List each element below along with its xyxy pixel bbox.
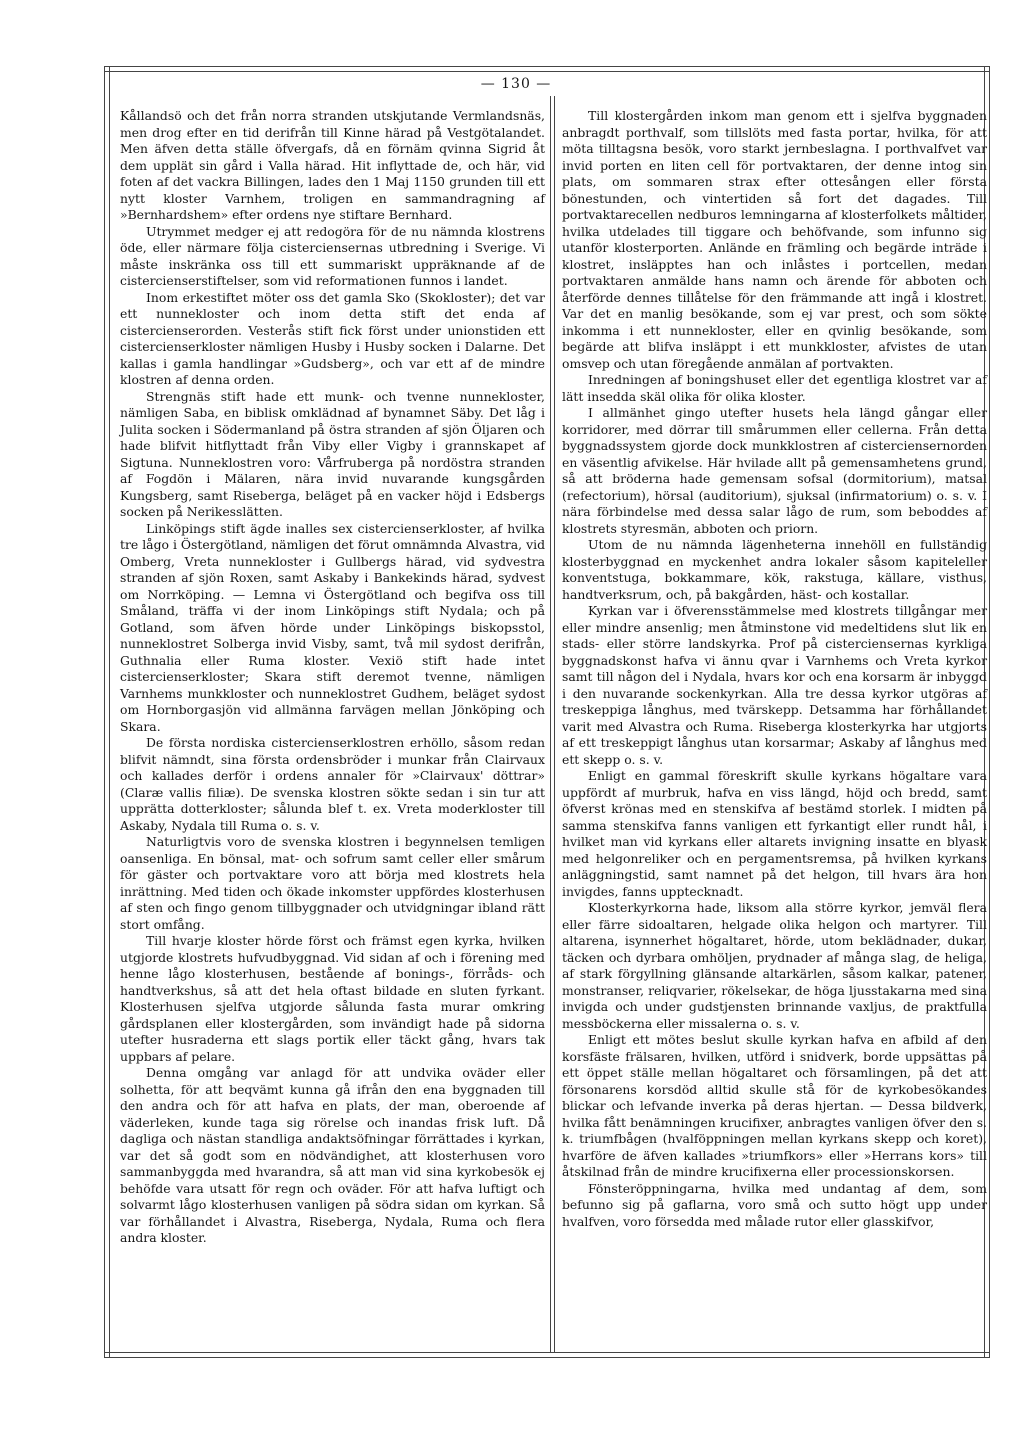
- paragraph: Inredningen af boningshuset eller det egentliga klostret var af lätt insedda skäl olika för olika kloster.: [562, 372, 987, 404]
- left-column: [120, 108, 545, 1247]
- paragraph: Denna omgång var anlagd för att undvika oväder eller solhetta, för att beqvämt kunna gå ifrån den ena byggnaden till den andra och för att hafva en plats, der man, oberoende af väderleken, kunde taga sig rörelse och inandas frisk luft. Då dagliga och nästan standliga andaktsöfningar förrättades i kyrkan, var det så godt som en nödvändighet, att klosterhusen voro sammanbyggda med hvarandra, så att man vid sina kyrkobesök ej behöfde vara utsatt för regn och oväder. För att hafva luftigt och solvarmt lågo klosterhusen vanligen på södra sidan om kyrkan. Så var förhållandet i Alvastra, Riseberga, Nydala, Ruma och flera andra kloster.: [120, 1065, 545, 1245]
- paragraph: De första nordiska cistercienserklostren erhöllo, såsom redan blifvit nämndt, sina första ordensbröder i munkar från Clairvaux och kallades derför i ordens annaler för »Clairvaux' döttrar» (Claræ vallis filiæ). De svenska klostren sökte sedan i sin tur att upprätta dotterkloster; sålunda blef t. ex. Vreta moderkloster till Askaby, Nydala till Ruma o. s. v.: [120, 735, 545, 833]
- paragraph: Strengnäs stift hade ett munk- och tvenne nunnekloster, nämligen Saba, en biblisk omklädnad af bynamnet Säby. Det låg i Julita socken i Södermanland på östra stranden af sjön Öljaren och hade blifvit hitflyttadt från Viby eller Vigby i grannskapet af Sigtuna. Nunneklostren voro: Vårfruberga på nordöstra stranden af Fogdön i Mälaren, nära invid nuvarande kungsgården Kungsberg, samt Riseberga, beläget på en vacker höjd i Edsbergs socken på Nerikesslätten.: [120, 388, 545, 519]
- paragraph: I allmänhet gingo utefter husets hela längd gångar eller korridorer, med dörrar till smårummen eller cellerna. Från detta byggnadssystem gjorde dock munkklostren af cisterciensernorden en väsentlig afvikelse. Här hvilade allt på gemensamhetens grund, så att bröderna hade gemensam sofsal (dormitorium), matsal (refectorium), hörsal (auditorium), sjuksal (infirmatorium) o. s. v. I nära förbindelse med dessa salar lågo de rum, som beboddes af klostrets styresmän, abboten och priorn.: [562, 405, 987, 536]
- paragraph: Utrymmet medger ej att redogöra för de nu nämnda klostrens öde, eller närmare följa cisterciensernas utbredning i Sverige. Vi måste inskränka oss till ett summariskt uppräknande af de cistercienserstiftelser, som vid reformationen funnos i landet.: [120, 223, 545, 288]
- paragraph: Enligt en gammal föreskrift skulle kyrkans högaltare vara uppfördt af murbruk, hafva en viss längd, höjd och bredd, samt öfverst krönas med en stenskifva af bestämd storlek. I midten på samma stenskifva fanns vanligen ett fyrkantigt eller rundt hål, i hvilket man vid kyrkans eller altarets invigning insatte en blyask med helgonreliker och en pergamentsremsa, på hvilken kyrkans anläggningstid, samt namnet på det helgon, till hvars ära hon invigdes, fanns upptecknadt.: [562, 768, 987, 899]
- frame-top-border: [104, 66, 990, 72]
- paragraph: Fönsteröppningarna, hvilka med undantag af dem, som befunno sig på gaflarna, voro små och sutto högt upp under hvalfven, voro försedda med målade rutor eller glasskifvor,: [562, 1180, 987, 1229]
- page-number: — 130 —: [480, 76, 552, 92]
- paragraph: Naturligtvis voro de svenska klostren i begynnelsen temligen oansenliga. En bönsal, mat- och sofrum samt celler eller smårum för gäster och portvaktare voro att börja med klostrets hela inrättning. Med tiden och ökade inkomster uppfördes klosterhusen af sten och fingo genom tillbyggnader och utvidgningar ibland rätt stort omfång.: [120, 834, 545, 932]
- paragraph: Klosterkyrkorna hade, liksom alla större kyrkor, jemväl flera eller färre sidoaltaren, helgade olika helgon och martyrer. Till altarena, isynnerhet högaltaret, hörde, utom beklädnader, dukar, täcken och dyrbara omhöljen, prydnader af många slag, de heliga, af stark förgyllning glänsande altarkärlen, såsom kalkar, patener, monstranser, reliqvarier, rökelsekar, de höga ljusstakarna med sina invigda och under gudstjensten brinnande vaxljus, de praktfulla messböckerna eller missalerna o. s. v.: [562, 900, 987, 1031]
- frame-left-border: [104, 66, 110, 1358]
- paragraph: Kållandsö och det från norra stranden utskjutande Vermlandsnäs, men drog efter en tid derifrån till Kinne härad på Vestgötalandet. Men äfven detta ställe öfvergafs, då en förnäm qvinna Sigrid åt dem upplät sin gård i Valla härad. Hit inflyttade de, och här, vid foten af det vackra Billingen, lades den 1 Maj 1150 grunden till ett nytt kloster Varnhem, troligen en sammandragning af »Bernhardshem» efter ordens nye stiftare Bernhard.: [120, 108, 545, 222]
- column-divider: [550, 96, 555, 1352]
- paragraph: Kyrkan var i öfverensstämmelse med klostrets tillgångar mer eller mindre ansenlig; men åtminstone vid medeltidens slut lik en stads- eller större landskyrka. Prof på cisterciensernas kyrkliga byggnadskonst hafva vi ännu qvar i Varnhems och Vreta kyrkor samt till någon del i Nydala, hvars kor och ena korsarm är inbyggd i den nuvarande sockenkyrkan. Alla tre dessa kyrkor utgöras af treskeppiga långhus, med tvärskepp. Detsamma har förhållandet varit med Alvastra och Ruma. Riseberga klosterkyrka har utgjorts af ett treskeppigt långhus utan korsarmar; Askaby af långhus med ett skepp o. s. v.: [562, 603, 987, 767]
- paragraph: Linköpings stift ägde inalles sex cistercienserkloster, af hvilka tre lågo i Östergötland, nämligen det förut omnämnda Alvastra, vid Omberg, Vreta nunnekloster i Gullbergs härad, vid sydvestra stranden af sjön Roxen, samt Askaby i Bankekinds härad, sydvest om Norrköping. — Lemna vi Östergötland och begifva oss till Småland, träffa vi der inom Linköpings stift Nydala; och på Gotland, som äfven hörde under Linköpings biskopsstol, nunneklostret Solberga invid Visby, samt, två mil sydost derifrån, Guthnalia eller Ruma kloster. Vexiö stift hade intet cistercienserkloster; Skara stift deremot tvenne, nämligen Varnhems munkkloster och nunneklostret Gudhem, beläget sydost om Hornborgasjön vid allmänna farvägen mellan Jönköping och Skara.: [120, 520, 545, 734]
- right-column: [562, 108, 987, 1230]
- paragraph: Inom erkestiftet möter oss det gamla Sko (Skokloster); det var ett nunnekloster och inom detta stift det enda af cistercienserorden. Vesterås stift fick först under unionstiden ett cistercienserkloster nämligen Husby i Husby socken i Dalarne. Det kallas i gamla handlingar »Gudsberg», och var ett af de mindre klostren af denna orden.: [120, 289, 545, 387]
- frame-bottom-border: [104, 1352, 990, 1358]
- paragraph: Till hvarje kloster hörde först och främst egen kyrka, hvilken utgjorde klostrets hufvudbyggnad. Vid sidan af och i förening med henne lågo klosterhusen, bestående af bonings-, förråds- och handtverkshus, så att det hela oftast bildade en sluten fyrkant. Klosterhusen sjelfva utgjorde sålunda fasta murar omkring gårdsplanen eller klostergården, som invändigt hade på sidorna utefter husraderna ett slags portik eller täckt gång, hvars tak uppbars af pelare.: [120, 933, 545, 1064]
- paragraph: Enligt ett mötes beslut skulle kyrkan hafva en afbild af den korsfäste frälsaren, hvilken, utförd i snidverk, borde uppsättas på ett öppet ställe mellan högaltaret och församlingen, på det att försonarens korsdöd alltid skulle stå för de kyrkobesökandes blickar och lefvande inverka på deras hjertan. — Dessa bildverk, hvilka fått benämningen krucifixer, anbragtes vanligen öfver den s. k. triumfbågen (hvalföppningen mellan kyrkans skepp och koret), hvarföre de äfven kallades »triumfkors» eller »Herrans kors» till åtskilnad från de mindre krucifixerna eller processionskorsen.: [562, 1032, 987, 1179]
- paragraph: Till klostergården inkom man genom ett i sjelfva byggnaden anbragdt porthvalf, som tillslöts med fasta portar, hvilka, för att möta tilltagsna besök, voro starkt jernbeslagna. I porthvalfvet var invid porten en liten cell för portvaktaren, der denne intog sin plats, om sommaren strax efter ottesången eller första bönestunden, och vintertiden så fort det dagades. Till portvaktarecellen nedburos lemningarna af klosterfolkets måltider, hvilka utdelades till tiggare och behöfvande, som infunno sig utanför klosterporten. Anlände en främling och begärde inträde i klostret, insläpptes han och inlåstes i portcellen, medan portvaktaren anmälde hans namn och ärende för abboten och återförde dennes tillåtelse för den främmande att ingå i klostret. Var det en manlig besökande, som ej var prest, och som sökte inkomma i ett nunnekloster, eller en qvinlig besökande, som begärde att blifva insläppt i ett munkkloster, afvistes de utan omsvep och utan föregående anmälan af portvakten.: [562, 108, 987, 371]
- paragraph: Utom de nu nämnda lägenheterna innehöll en fullständig klosterbyggnad en myckenhet andra lokaler såsom kapiteleller konventstuga, bokkammare, kök, rakstuga, källare, visthus, handtverksrum, och, på bakgården, häst- och kostallar.: [562, 537, 987, 602]
